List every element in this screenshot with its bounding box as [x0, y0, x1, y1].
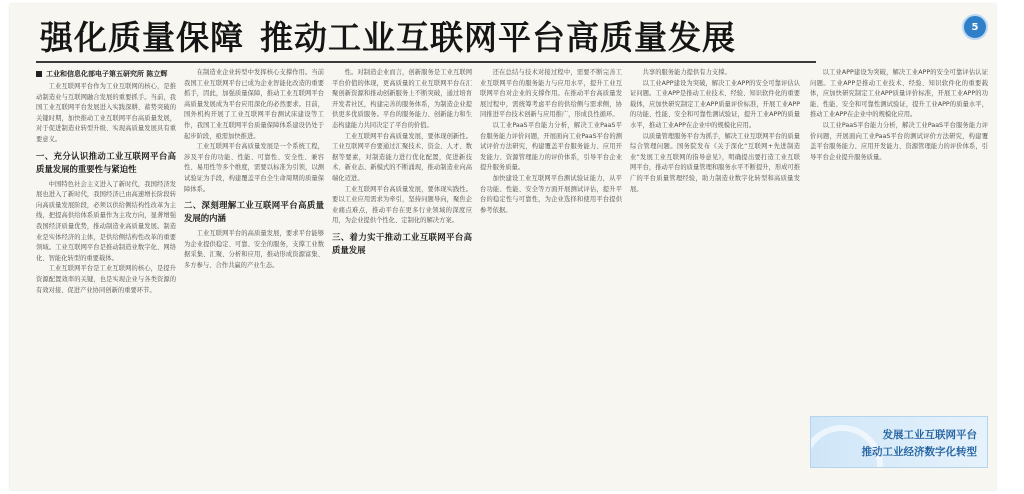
headline-rule	[36, 61, 816, 63]
byline-text: 工业和信息化部电子第五研究所 陈立辉	[46, 70, 168, 78]
paragraph: 工业互联网平台是工业互联网的核心，是提升资源配置效率的关键，也是实现企业与各类资源的有效对接、促进产业协同创新的重要环节。	[36, 265, 176, 294]
stamp-number: 5	[971, 21, 979, 33]
headline-part-2: 推动工业互联网平台高质量发展	[260, 18, 736, 57]
paragraph: 工业互联网平台高质量发展，要体现实践性。要以工业应用需求为牵引，坚持问题导向，聚焦企业痛点难点，推动平台在更多行业领域的深度应用，为企业提供个性化、定制化的解决方案。	[332, 185, 472, 225]
section-heading-3: 三、着力实干推动工业互联网平台高质量发展	[332, 231, 472, 255]
paragraph: 工业互联网平台高质量发展是一个系统工程，涉及平台的功能、性能、可靠性、安全性、兼容性、易用性等多个维度，需要以标准为引领，以测试验证为手段，构建覆盖平台全生命周期的质量保障体系。	[184, 143, 324, 193]
headline	[40, 12, 736, 59]
banner-line-1: 发展工业互联网平台	[882, 429, 977, 441]
column-5	[630, 68, 800, 480]
paragraph: 工业互联网平台的高质量发展，要求平台能够为企业提供稳定、可靠、安全的服务，支撑工业数据采集、汇聚、分析和应用，推动形成资源富集、多方参与、合作共赢的产业生态。	[184, 230, 324, 269]
column-1	[36, 68, 176, 480]
paragraph: 以工业PaaS平台能力分析，解决工业PaaS平台服务能力评价问题，开展面向工业PaaS平台的测试评价方法研究，构建覆盖平台服务能力、应用开发能力、资源管理能力的评价体系，引导平台企业提升服务质量。	[810, 121, 988, 161]
column-4	[480, 68, 622, 480]
paragraph: 以工业APP建设为突破，解决工业APP的安全可靠评估认证问题。工业APP是推动工业技术、经验、知识软件化的重要载体，应加快研究制定工业APP质量评价标准，开展工业APP的功能、性能、安全和可靠性测试验证，提升工业APP的质量水平，推动工业APP在企业中的规模化应用。	[810, 69, 988, 119]
paragraph: 共享的服务能力提供有力支撑。	[642, 69, 731, 76]
promo-banner	[810, 416, 988, 468]
paragraph: 以工业PaaS平台能力分析，解决工业PaaS平台服务能力评价问题，开展面向工业PaaS平台的测试评价方法研究，构建覆盖平台服务能力、应用开发能力、资源管理能力的评价体系，引导平台企业提升服务质量。	[480, 121, 622, 172]
byline-square-icon	[36, 71, 42, 77]
paragraph: 工业互联网平台作为工业互联网的核心，是推动制造业与互联网融合发展的重要抓手。当前，我国工业互联网平台发展进入实践深耕、蓄势突破的关键时期，加快推动工业互联网平台高质量发展，对于促进制造业转型升级、实现高质量发展具有重要意义。	[36, 83, 176, 143]
paragraph: 还在总结与技术对接过程中，需要不断完善工业互联网平台的服务能力与应用水平，提升工业互联网平台对企业的支撑作用。在推动平台高质量发展过程中，需统筹考虑平台的供给侧与需求侧，协同推进平台技术创新与应用推广，形成良性循环。	[480, 69, 622, 119]
headline-part-1: 强化质量保障	[40, 18, 244, 57]
banner-line-2: 推动工业经济数字化转型	[861, 446, 977, 458]
newspaper-page	[10, 4, 996, 490]
section-heading-1: 一、充分认识推动工业互联网平台高质量发展的重要性与紧迫性	[36, 150, 176, 174]
paragraph: 加快建设工业互联网平台测试验证能力，从平台功能、性能、安全等方面开展测试评估，提升平台的稳定性与可靠性，为企业选择和使用平台提供参考依据。	[480, 174, 622, 214]
column-2	[184, 68, 324, 480]
paragraph: 性。对制造企业而言，创新服务是工业互联网平台价值的体现，更高质量的工业互联网平台在汇聚创新资源和推动创新服务上不断突破，通过培育开发者社区，构建完善的服务体系，为制造企业提供更多优质服务。平台的服务能力、创新能力和生态构建能力共同决定了平台的价值。	[332, 69, 472, 129]
page-number-stamp	[962, 14, 988, 40]
column-3	[332, 68, 472, 480]
paragraph: 以质量管理服务平台为抓手，解决工业互联网平台的质量综合管理问题。国务院发布《关于深化“互联网+先进制造业”发展工业互联网的指导意见》，明确提出要打造工业互联网平台，推动平台的质量管理和服务水平不断提升，形成可推广的平台质量管理经验，助力制造业数字化转型和高质量发展。	[630, 132, 800, 193]
paragraph: 工业互联网平台高质量发展，要体现创新性。工业互联网平台要通过汇聚技术、资金、人才、数据等要素，对制造能力进行优化配置，促进新技术、新业态、新模式的不断涌现，推动制造业向高端化迈进。	[332, 132, 472, 182]
paragraph: 以工业APP建设为突破，解决工业APP的安全可靠评估认证问题。工业APP是推动工业技术、经验、知识软件化的重要载体，应加快研究制定工业APP质量评价标准，开展工业APP的功能、性能、安全和可靠性测试验证，提升工业APP的质量水平，推动工业APP在企业中的规模化应用。	[630, 79, 800, 129]
paragraph: 在制造业企业转型中发挥核心支撑作用。当前我国工业互联网平台已成为企业智能化改造的重要抓手，因此，加强质量保障，推动工业互联网平台高质量发展成为平台应用深化的必然要求。目前，国外机构开展了工业互联网平台测试床建设等工作，我国工业互联网平台质量保障体系建设仍处于起步阶段，亟需加快推进。	[184, 69, 324, 140]
section-heading-2: 二、深刻理解工业互联网平台高质量发展的内涵	[184, 200, 324, 224]
column-6	[810, 68, 988, 412]
paragraph: 中国特色社会主义进入了新时代，我国经济发展也进入了新时代，我国经济已由高速增长阶段转向高质量发展阶段，必须以供给侧结构性改革为主线，把提高供给体系质量作为主攻方向，显著增强我国经济质量优势，推动制造业高质量发展。制造业是实体经济的主体，是供给侧结构性改革的重要领域。工业互联网平台是推动制造业数字化、网络化、智能化转型的重要载体。	[36, 180, 176, 262]
byline	[36, 68, 176, 80]
